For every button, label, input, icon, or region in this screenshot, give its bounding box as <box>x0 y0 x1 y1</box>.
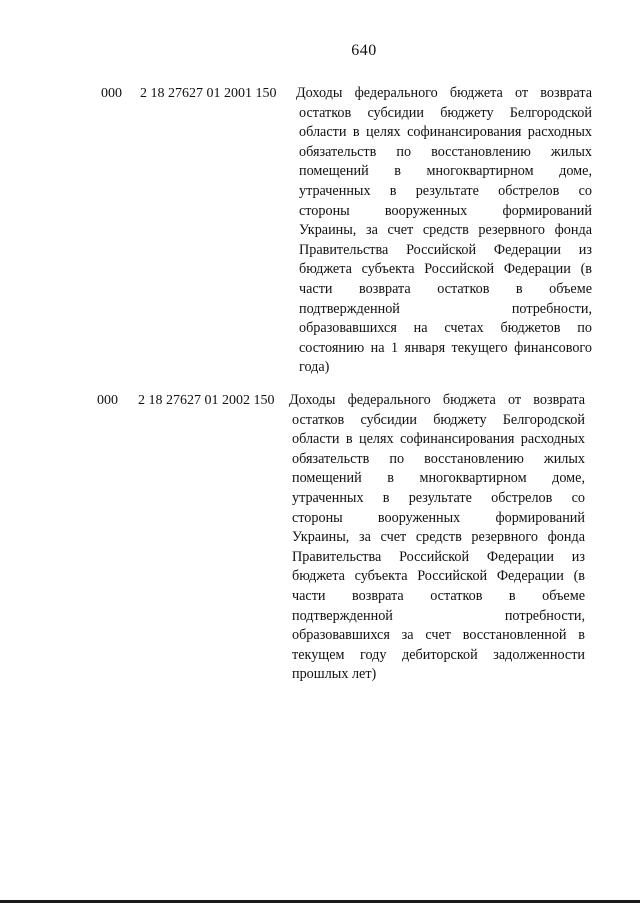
description-line: состоянию на 1 января текущего финансового <box>299 339 592 356</box>
description-line: бюджета субъекта Российской Федерации (в <box>292 568 585 585</box>
description-line: Правительства Российской Федерации из <box>292 548 585 565</box>
scan-bottom-edge <box>0 900 640 903</box>
kbk-code: 2 18 27627 01 2002 150 <box>138 393 275 408</box>
admin-code: 000 <box>101 86 122 101</box>
description-line: утраченных в результате обстрелов со <box>292 489 585 506</box>
description-line: бюджета субъекта Российской Федерации (в <box>299 261 592 278</box>
description-line: помещений в многоквартирном доме, <box>292 470 585 487</box>
description-line: Правительства Российской Федерации из <box>299 241 592 258</box>
description-line: утраченных в результате обстрелов со <box>299 182 592 199</box>
description-line: Украины, за счет средств резервного фонда <box>299 222 592 239</box>
description-line: остатков субсидии бюджету Белгородской <box>299 104 592 121</box>
description-line: прошлых лет) <box>292 666 377 683</box>
description-line: области в целях софинансирования расходных <box>299 124 592 141</box>
description-line: обязательств по восстановлению жилых <box>299 143 592 160</box>
income-description <box>289 391 585 685</box>
income-description <box>296 84 592 378</box>
description-line: части возврата остатков в объеме <box>299 280 592 297</box>
description-line: области в целях софинансирования расходных <box>292 431 585 448</box>
admin-code: 000 <box>97 393 118 408</box>
description-line: образовавшихся на счетах бюджетов по <box>299 320 592 337</box>
description-line: текущем году дебиторской задолженности <box>292 646 585 663</box>
description-line: стороны вооруженных формирований <box>292 509 585 526</box>
kbk-code: 2 18 27627 01 2001 150 <box>140 86 277 101</box>
page-number: 640 <box>351 42 377 59</box>
description-line: стороны вооруженных формирований <box>299 202 592 219</box>
description-line: Украины, за счет средств резервного фонда <box>292 529 585 546</box>
description-line: помещений в многоквартирном доме, <box>299 163 592 180</box>
description-line: части возврата остатков в объеме <box>292 587 585 604</box>
description-line: года) <box>299 359 330 376</box>
description-line: остатков субсидии бюджету Белгородской <box>292 411 585 428</box>
description-line: Доходы федерального бюджета от возврата <box>289 392 585 408</box>
description-line: обязательств по восстановлению жилых <box>292 450 585 467</box>
description-line: подтвержденной потребности, <box>292 607 585 624</box>
description-line: образовавшихся за счет восстановленной в <box>292 627 585 644</box>
description-line: Доходы федерального бюджета от возврата <box>296 85 592 101</box>
description-line: подтвержденной потребности, <box>299 300 592 317</box>
